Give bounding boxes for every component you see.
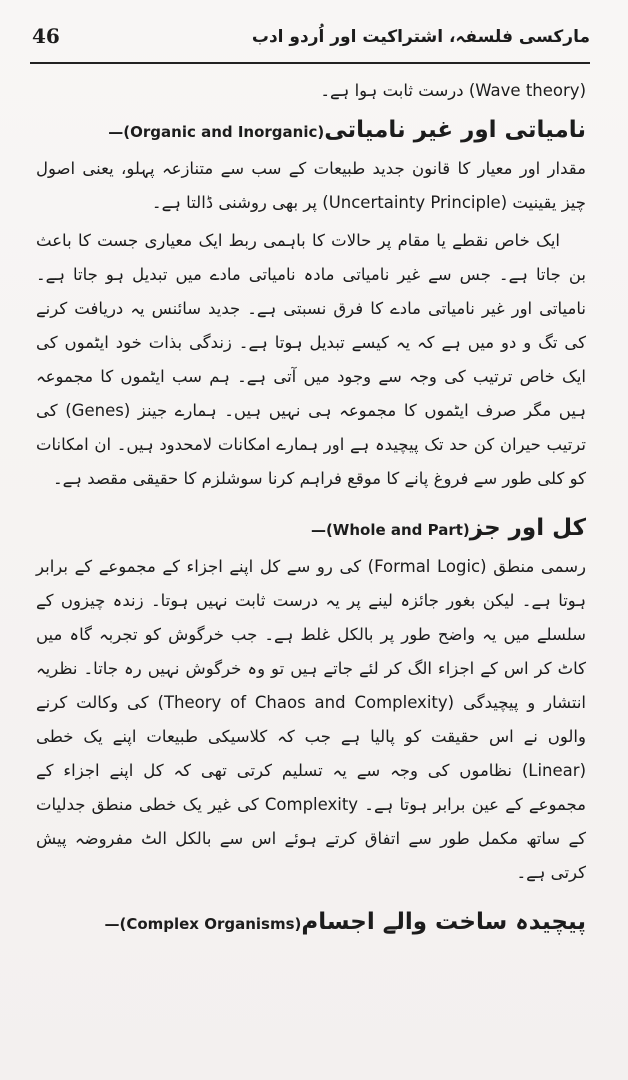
paragraph-wave-theory: (Wave theory) درست ثابت ہوا ہے۔ xyxy=(320,81,586,100)
paragraph-organic: ایک خاص نقطے یا مقام پر حالات کا باہمی ربط ایک معیاری جست کا باعث بن جاتا ہے۔ جس سے غیر نامیاتی مادہ نامیاتی مادے میں تبدیل ہو جاتا ہے۔ نامیاتی اور غیر نامیاتی مادے کا فرق نسبتی ہے۔ جدید سائنس یہ دریافت کرنے کی تگ و دو میں ہے کہ یہ کیسے تبدیل ہوتا ہے۔ زندگی بذات خود ایٹموں کی ایک خاص ترتیب کی وجہ سے وجود میں آتی ہے۔ ہم سب ایٹموں کا مجموعہ ہیں مگر صرف ایٹموں کا مجموعہ ہی نہیں ہیں۔ ہمارے جینز (Genes) کی ترتیب حیران کن حد تک پیچیدہ ہے اور ہمارے امکانات لامحدود ہیں۔ ان امکانات کو کلی طور سے فروغ پانے کا موقع فراہم کرنا سوشلزم کا حقیقی مقصد ہے۔ xyxy=(36,231,587,488)
heading-whole-part xyxy=(36,508,586,550)
paragraph-uncertainty: مقدار اور معیار کا قانون جدید طبیعات کے سب سے متنازعہ پہلو، یعنی اصول چیز یقینیت (Uncertainty Principle) پر بھی روشنی ڈالتا ہے۔ xyxy=(36,159,586,212)
page-header xyxy=(30,22,590,64)
heading-complex-organisms xyxy=(36,902,586,944)
page-body xyxy=(36,74,586,944)
heading-organic-inorganic xyxy=(36,110,586,152)
heading-english: (Whole and Part)— xyxy=(310,521,470,539)
heading-english: (Organic and Inorganic)— xyxy=(108,123,325,141)
heading-urdu: کل اور جز xyxy=(469,515,586,541)
heading-urdu: نامیاتی اور غیر نامیاتی xyxy=(324,117,586,143)
heading-urdu: پیچیدہ ساخت والے اجسام xyxy=(301,909,586,935)
running-title: مارکسی فلسفہ، اشتراکیت اور اُردو ادب xyxy=(251,27,590,47)
page-number: 46 xyxy=(32,24,60,48)
paragraph-whole-part: رسمی منطق (Formal Logic) کی رو سے کل اپنے اجزاء کے مجموعے کے برابر ہوتا ہے۔ لیکن بغور جائزہ لینے پر یہ درست ثابت نہیں ہوتا۔ زندہ چیزوں کے سلسلے میں یہ واضح طور پر بالکل غلط ہے۔ جب خرگوش کو تجربہ گاہ میں کاٹ کر اس کے اجزاء الگ کر لئے جاتے ہیں تو وہ خرگوش نہیں رہ جاتا۔ نظریہ انتشار و پیچیدگی (Theory of Chaos and Complexity) کی وکالت کرنے والوں نے اس حقیقت کو پالیا ہے جب کہ کلاسیکی طبیعات اپنے یک خطی (Linear) نظاموں کی وجہ سے یہ تسلیم کرتی تھی کہ کل اپنے اجزاء کے مجموعے کے عین برابر ہوتا ہے۔ Complexity کی غیر یک خطی منطق جدلیات کے ساتھ مکمل طور سے اتفاق کرتے ہوئے اس سے بالکل الٹ مفروضہ پیش کرتی ہے۔ xyxy=(36,557,587,882)
heading-english: (Complex Organisms)— xyxy=(104,915,302,933)
